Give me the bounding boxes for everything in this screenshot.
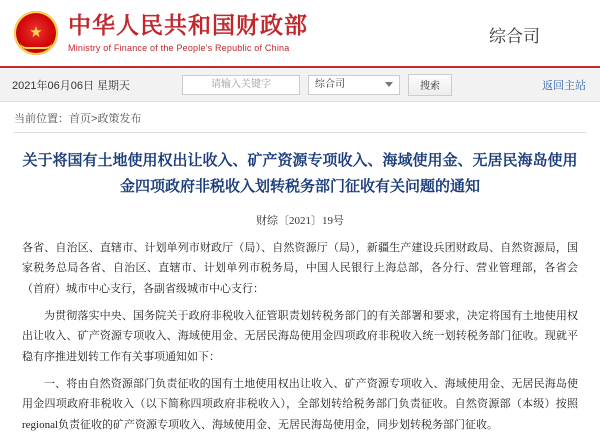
- site-title-cn: 中华人民共和国财政部: [68, 13, 308, 39]
- document-paragraph: 为贯彻落实中央、国务院关于政府非税收入征管职责划转税务部门的有关部署和要求，决定将国有土地使用权出让收入、矿产资源专项收入、海域使用金、无居民海岛使用金四项政府非税收入统一划转税务部门征收。现就平稳有序推进划转工作有关事项通知如下：: [22, 310, 578, 363]
- document-number: 财综〔2021〕19号: [256, 215, 344, 227]
- breadcrumb: [0, 102, 600, 132]
- document-body: [0, 133, 600, 435]
- document-paragraph: 一、将由自然资源部门负责征收的国有土地使用权出让收入、矿产资源专项收入、海域使用金、无居民海岛使用金四项政府非税收入（以下简称四项政府非税收入），全部划转给税务部门负责征收。自然资源部（本级）按照regional负责征收的矿产资源专项收入、海域使用金、无居民海岛使用金，同步划转税务部门征收。: [22, 378, 578, 431]
- category-select[interactable]: [308, 75, 400, 95]
- site-title-en: Ministry of Finance of the People's Republic of China: [68, 42, 290, 53]
- current-datetime: 2021年06月06日 星期天: [12, 79, 130, 92]
- back-to-main-link[interactable]: 返回主站: [542, 79, 586, 92]
- search-input[interactable]: 请输入关键字: [182, 75, 300, 95]
- site-header: [0, 0, 600, 68]
- site-title-block: [68, 13, 308, 52]
- breadcrumb-item-home[interactable]: 首页: [69, 113, 91, 125]
- breadcrumb-prefix: 当前位置：: [14, 113, 69, 125]
- national-emblem-icon: [14, 11, 58, 55]
- document-paragraph: 各省、自治区、直辖市、计划单列市财政厅（局）、自然资源厅（局），新疆生产建设兵团财政局、自然资源局，国家税务总局各省、自治区、直辖市、计划单列市税务局，中国人民银行上海总部，各分行、营业管理部，各省会（首府）城市中心支行，各副省级城市中心支行：: [22, 242, 578, 295]
- chevron-down-icon: [385, 82, 393, 87]
- breadcrumb-item-policy[interactable]: 政策发布: [97, 113, 142, 125]
- department-name: 综合司: [489, 27, 540, 46]
- breadcrumb-separator: >: [91, 113, 98, 125]
- search-button[interactable]: 搜索: [408, 74, 452, 96]
- document-title: 关于将国有土地使用权出让收入、矿产资源专项收入、海域使用金、无居民海岛使用金四项政府非税收入划转税务部门征收有关问题的通知: [22, 153, 578, 195]
- category-select-label: 综合司: [315, 78, 345, 90]
- toolbar: [0, 68, 600, 102]
- search-group: [182, 74, 452, 96]
